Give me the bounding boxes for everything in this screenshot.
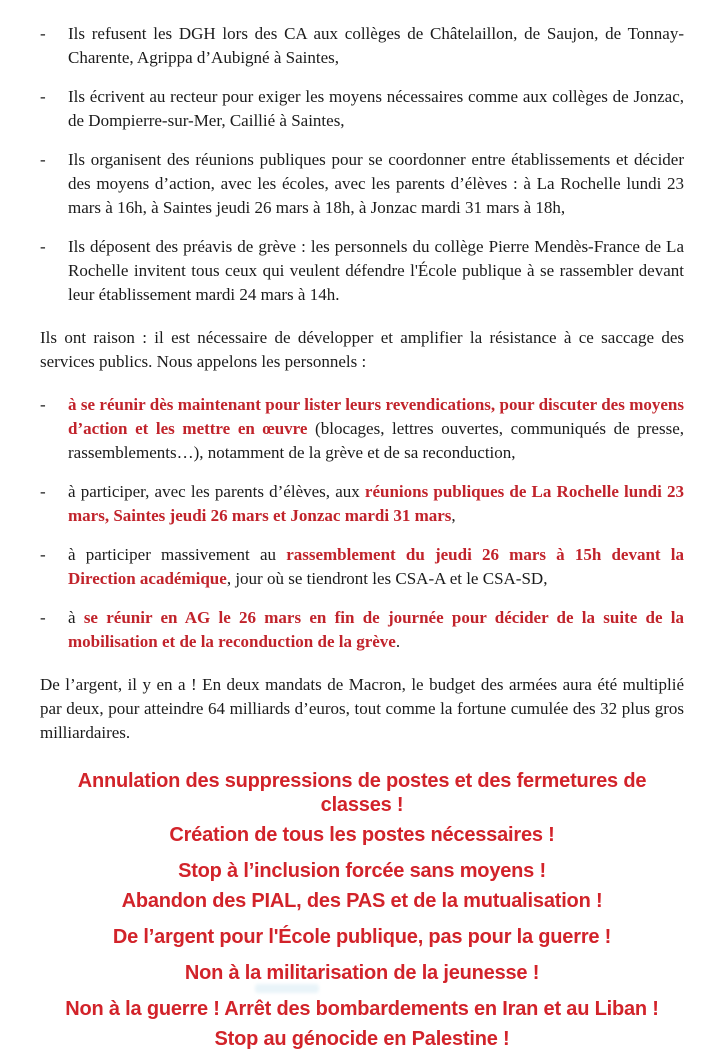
slogan-group: [40, 961, 684, 985]
paragraph-de-largent: De l’argent, il y en a ! En deux mandats de Macron, le budget des armées aura été multiplié par deux, pour atteindre 64 milliards d’euros, tout comme la fortune cumulée des 32 plus gros milliardaires.: [40, 675, 684, 742]
partial-logo-smudge: [255, 984, 319, 993]
paragraph-ils-ont-raison: Ils ont raison : il est nécessaire de développer et amplifier la résistance à ce saccage des services publics. Nous appelons les personnels :: [40, 328, 684, 371]
list-item: [40, 543, 684, 591]
list-item: [40, 85, 684, 133]
plain-text: (blocages, lettres ouvertes, communiqués de presse, rassemblements…), notamment de la grève et de sa reconduction,: [68, 419, 685, 462]
bullet-text: Ils déposent des préavis de grève : les personnels du collège Pierre Mendès-France de La Rochelle invitent tous ceux qui veulent défendre l'École publique à se rassembler devant leur établissement mardi 24 mars à 14h.: [68, 237, 684, 304]
slogan-group: [40, 997, 684, 1051]
bullet-dash: -: [40, 395, 46, 414]
list-item: [40, 393, 684, 465]
slogan-line: Stop au génocide en Palestine !: [214, 1028, 510, 1050]
red-emphasis-text: rassemblement du jeudi 26 mars à 15h devant la Direction académique: [68, 545, 684, 588]
slogan-line: Non à la militarisation de la jeunesse !: [184, 962, 540, 984]
list-item: [40, 235, 684, 307]
plain-text: à participer, avec les parents d’élèves, aux: [68, 482, 365, 501]
bullet-dash: -: [40, 237, 46, 256]
plain-text: à participer massivement au: [68, 545, 287, 564]
slogan-line: Stop à l’inclusion forcée sans moyens !: [178, 860, 546, 882]
list-item: [40, 480, 684, 528]
slogan-line: Abandon des PIAL, des PAS et de la mutualisation !: [121, 890, 603, 912]
bullet-text: [68, 393, 684, 465]
bullet-text: [68, 543, 684, 591]
bullet-text: [68, 606, 684, 654]
bullet-dash: -: [40, 482, 46, 501]
list-item: [40, 606, 684, 654]
slogan-group: [40, 769, 684, 847]
list-item: [40, 148, 684, 220]
bullet-text: Ils organisent des réunions publiques pour se coordonner entre établissements et décider des moyens d’action, avec les écoles, avec les parents d’élèves : à La Rochelle lundi 23 mars à 16h, à Saintes jeudi 26 mars à 18h, à Jonzac mardi 31 mars à 18h,: [68, 150, 684, 217]
red-emphasis-text: à se réunir dès maintenant pour lister leurs revendications, pour discuter des moyens d’action et les mettre en œuvre: [68, 395, 684, 438]
bullet-dash: -: [40, 24, 46, 43]
plain-text: .: [395, 632, 401, 651]
red-emphasis-text: réunions publiques de La Rochelle lundi 23 mars, Saintes jeudi 26 mars et Jonzac mardi 31 mars: [68, 482, 684, 525]
slogan-group: [40, 859, 684, 913]
plain-text: ,: [451, 506, 456, 525]
bullet-dash: -: [40, 87, 46, 106]
slogan-line: Création de tous les postes nécessaires !: [169, 824, 555, 846]
bullet-text: Ils refusent les DGH lors des CA aux collèges de Châtelaillon, de Saujon, de Tonnay-Charente, Agrippa d’Aubigné à Saintes,: [68, 24, 684, 67]
slogans-block: [40, 769, 684, 1051]
appeals-bullet-list: [40, 393, 684, 654]
slogan-line: De l’argent pour l'École publique, pas pour la guerre !: [112, 926, 612, 948]
red-emphasis-text: se réunir en AG le 26 mars en fin de journée pour décider de la suite de la mobilisation et de la reconduction de la grève: [68, 608, 685, 651]
bullet-dash: -: [40, 545, 46, 564]
bullet-dash: -: [40, 150, 46, 169]
plain-text: , jour où se tiendront les CSA-A et le CSA-SD,: [226, 569, 548, 588]
slogan-line: Non à la guerre ! Arrêt des bombardements en Iran et au Liban !: [65, 998, 659, 1020]
plain-text: à: [68, 608, 84, 627]
actions-bullet-list: [40, 22, 684, 307]
bullet-dash: -: [40, 608, 46, 627]
list-item: [40, 22, 684, 70]
slogan-group: [40, 925, 684, 949]
bullet-text: Ils écrivent au recteur pour exiger les moyens nécessaires comme aux collèges de Jonzac, de Dompierre-sur-Mer, Caillié à Saintes,: [68, 87, 684, 130]
slogan-line: Annulation des suppressions de postes et des fermetures de classes !: [77, 770, 647, 816]
bullet-text: [68, 480, 684, 528]
